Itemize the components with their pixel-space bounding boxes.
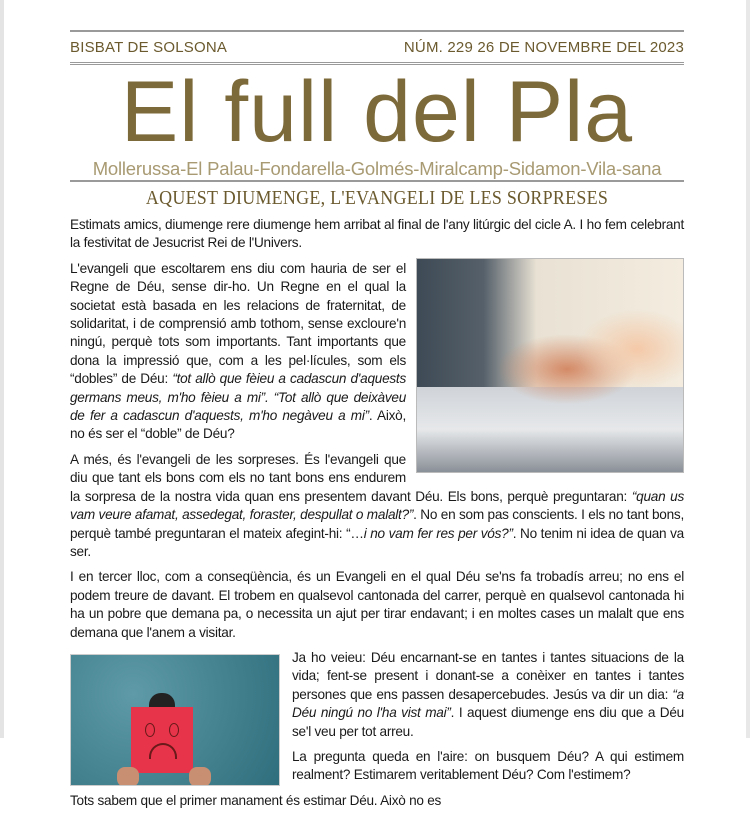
eye-icon	[145, 723, 155, 737]
paragraph: Ja ho veieu: Déu encarnant-se en tantes i tantes situacions de la vida; fent-se present i donant-se a conèixer en tantes i tantes persones que ens passen desapercebudes. Jesús va dir un dia: “a Déu ningú no l'ha vist mai”. I aquest diumenge ens diu que a Déu se'l veu per tot arreu.	[292, 649, 684, 739]
frown-icon	[149, 743, 177, 759]
hand-shape	[189, 767, 211, 786]
paragraph: L'evangeli que escoltarem ens diu com hauria de ser el Regne de Déu, sense dir-ho. Un Regne en el qual la societat està basada en les relacions de fraternitat, de solidaritat, i de comprensió amb tothom, sense excloure'n ningú, perquè tots som importants. Tant importants que dona la impressió que, com a les pel·lícules, som els “dobles” de Déu: “tot allò que fèieu a cadascun d'aquests germans meus, m'ho fèieu a mi”. “Tot allò que deixàveu de fer a cadascun d'aquests, m'ho negàveu a mi”. Això, no és ser el “doble” de Déu?	[70, 260, 407, 442]
paragraph: A més, és l'evangeli de les sorpreses. És l'evangeli que diu que tant els bons com els no tant bons ens endurem la sorpresa de la nostra vida quan ens presentem davant Déu. Els bons, perquè preguntaran: “quan us vam veure afamat, assedegat, foraster, despullat o malalt?”. No en som pas conscients. I els no tant bons, perquè també preguntaran el mateix afegint-hi: “…i no vam fer res per vós?”. No tenim ni idea de quan va ser.	[70, 451, 685, 559]
article-headline: AQUEST DIUMENGE, L'EVANGELI DE LES SORPRESES	[145, 188, 609, 209]
hand-shape	[117, 767, 139, 786]
masthead-title: El full del Pla	[120, 64, 634, 160]
paragraph: Estimats amics, diumenge rere diumenge hem arribat al final de l'any litúrgic del cicle A. I ho fem celebrant la festivitat de Jesucrist Rei de l'Univers.	[70, 217, 684, 251]
sad-face-icon	[131, 707, 193, 773]
eye-icon	[169, 723, 179, 737]
masthead-towns: Mollerussa-El Palau-Fondarella-Golmés-Miralcamp-Sidamon-Vila-sana	[70, 158, 684, 182]
paragraph: I en tercer lloc, com a conseqüència, és un Evangeli en el qual Déu se'ns fa trobadís arreu; no ens el podem treure de davant. El trobem en qualsevol cantonada del carrer, perquè en qualsevol cantonada hi ha un pobre que demana pa, o necessita un ajut per tirar endavant; i en moltes cases un malalt que ens demana que l'anem a visitar.	[70, 569, 684, 640]
header-bar	[70, 30, 684, 65]
paragraph: La pregunta queda en l'aire: on busquem Déu? A qui estimem realment? Estimarem veritablement Déu? Com l'estimem?	[292, 748, 684, 783]
newborn-photo	[416, 258, 684, 473]
diocese-label: BISBAT DE SOLSONA	[70, 38, 228, 56]
sad-face-photo	[70, 654, 280, 786]
issue-date: NÚM. 229 26 DE NOVEMBRE DEL 2023	[403, 38, 684, 56]
paragraph: Tots sabem que el primer manament és estimar Déu. Això no es	[70, 792, 442, 808]
article-body	[70, 216, 684, 817]
